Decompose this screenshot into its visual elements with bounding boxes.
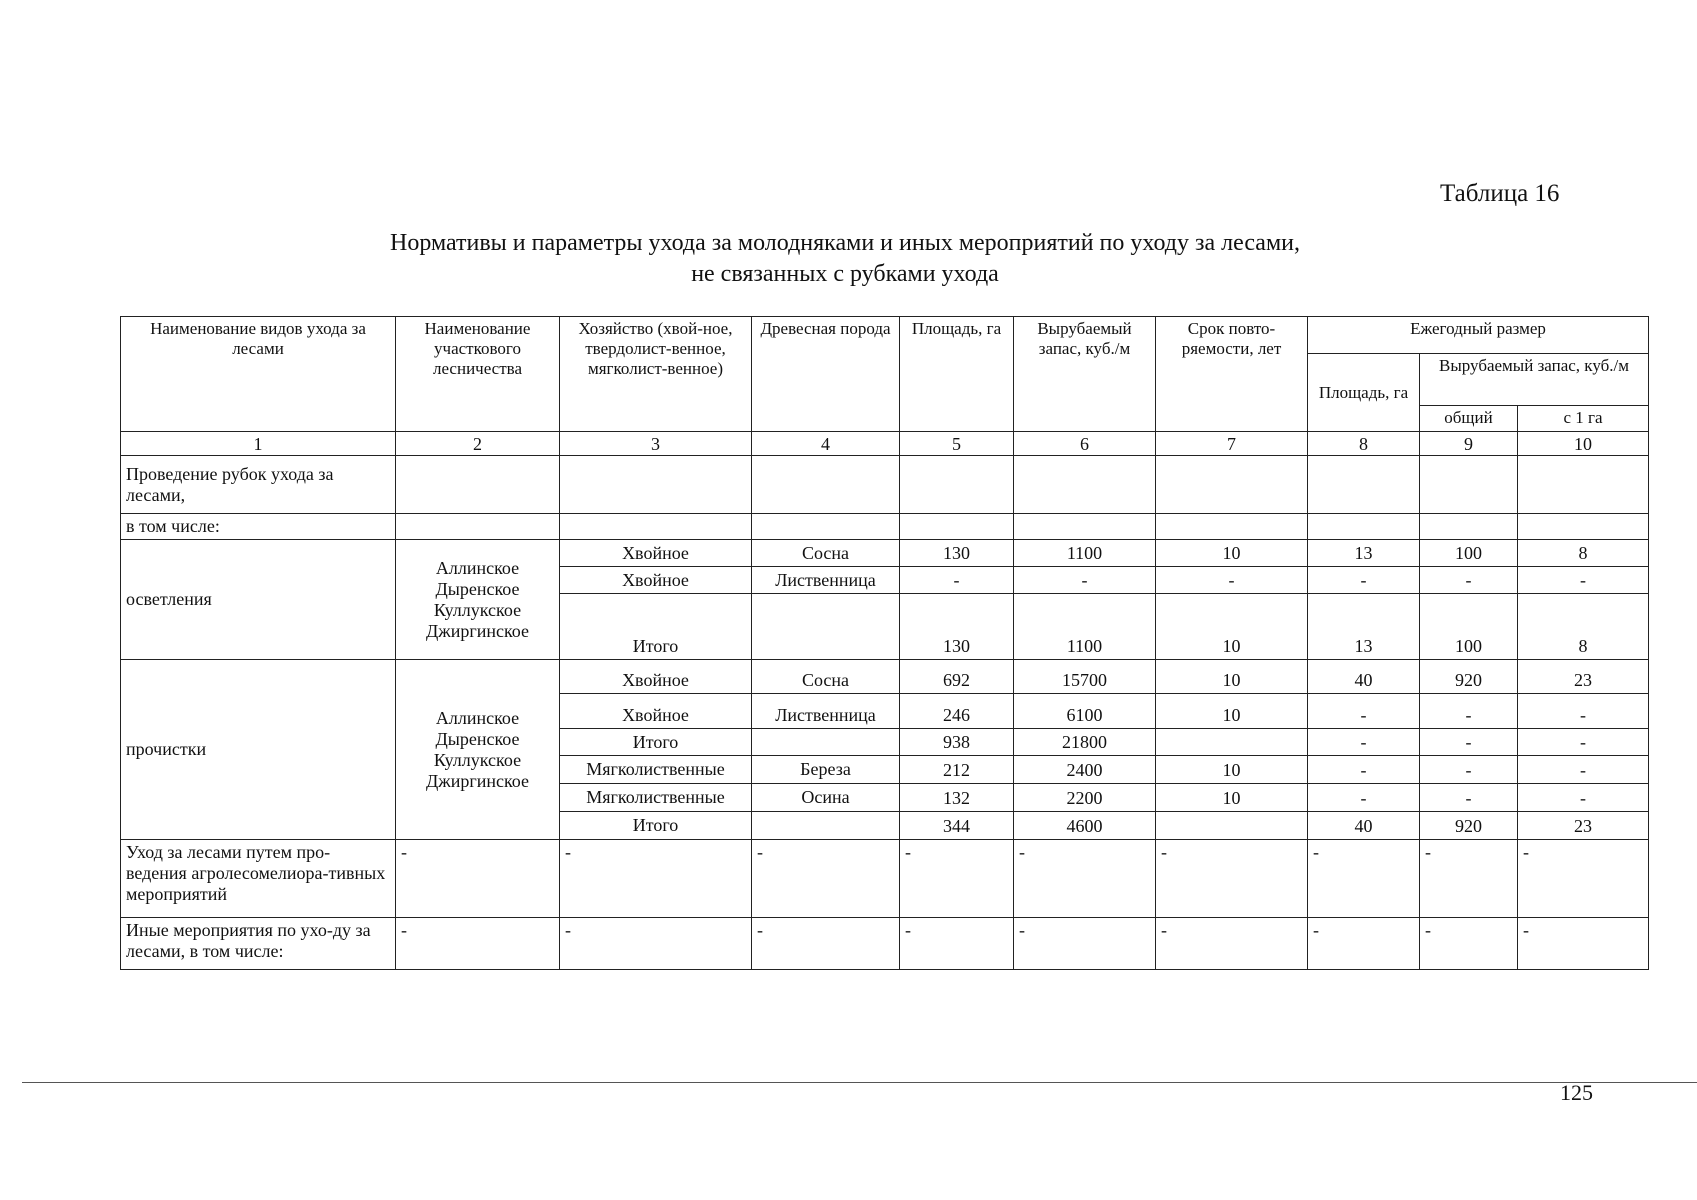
cell: 246 — [900, 694, 1014, 729]
cell: - — [1308, 840, 1420, 918]
table-label: Таблица 16 — [1440, 180, 1560, 207]
cell: 100 — [1420, 594, 1518, 660]
cell: 10 — [1156, 694, 1308, 729]
cell: 21800 — [1014, 729, 1156, 756]
header-annual-size: Ежегодный размер — [1308, 317, 1649, 354]
cell: 2400 — [1014, 756, 1156, 784]
header-forestry: Наименование участкового лесничества — [396, 317, 560, 432]
cell: Хвойное — [560, 660, 752, 694]
header-area: Площадь, га — [900, 317, 1014, 432]
cell: 10 — [1156, 540, 1308, 567]
cell: Береза — [752, 756, 900, 784]
forestry-list: Аллинское Дыренское Куллукское Джиргинское — [396, 660, 560, 840]
cell: - — [752, 918, 900, 970]
cell: - — [1156, 567, 1308, 594]
cell: 130 — [900, 594, 1014, 660]
cell: - — [1014, 840, 1156, 918]
cell: 130 — [900, 540, 1014, 567]
cell: - — [1308, 756, 1420, 784]
cell: - — [396, 840, 560, 918]
cell: Лиственница — [752, 694, 900, 729]
col-number: 2 — [396, 432, 560, 456]
cell: 10 — [1156, 756, 1308, 784]
cell: 692 — [900, 660, 1014, 694]
table-row — [121, 456, 1649, 514]
cell: Осина — [752, 784, 900, 812]
cell: - — [1308, 784, 1420, 812]
page-number: 125 — [1560, 1080, 1593, 1105]
col-number: 4 — [752, 432, 900, 456]
cell: - — [1420, 784, 1518, 812]
col-number: 8 — [1308, 432, 1420, 456]
cell: 10 — [1156, 660, 1308, 694]
care-type-name: Уход за лесами путем про-ведения агролесомелиора-тивных мероприятий — [121, 840, 396, 918]
cell: 15700 — [1014, 660, 1156, 694]
section-title: Проведение рубок ухода за лесами, — [121, 456, 396, 514]
care-type-name: осветления — [121, 540, 396, 660]
cell: 2200 — [1014, 784, 1156, 812]
cell: Мягколиственные — [560, 756, 752, 784]
cell: - — [1308, 567, 1420, 594]
cell: 40 — [1308, 660, 1420, 694]
cell: 1100 — [1014, 594, 1156, 660]
col-number: 6 — [1014, 432, 1156, 456]
header-annual-area: Площадь, га — [1308, 354, 1420, 432]
table-row — [121, 540, 1649, 567]
footer-divider — [22, 1082, 1697, 1083]
cell: 938 — [900, 729, 1014, 756]
col-number: 1 — [121, 432, 396, 456]
care-type-name: прочистки — [121, 660, 396, 840]
cell: - — [1014, 918, 1156, 970]
cell: - — [1420, 567, 1518, 594]
table-row — [121, 840, 1649, 918]
header-stock-total: общий — [1420, 406, 1518, 432]
cell — [1156, 729, 1308, 756]
cell: - — [1518, 694, 1649, 729]
cell: - — [1518, 756, 1649, 784]
cell: - — [1420, 694, 1518, 729]
header-economy: Хозяйство (хвой-ное, твердолист-венное, мягколист-венное) — [560, 317, 752, 432]
cell: - — [752, 840, 900, 918]
cell: - — [900, 918, 1014, 970]
header-tree-species: Древесная порода — [752, 317, 900, 432]
cell: - — [1518, 784, 1649, 812]
cell: - — [1420, 918, 1518, 970]
cell: 344 — [900, 812, 1014, 840]
cell — [752, 594, 900, 660]
cell: - — [1014, 567, 1156, 594]
cell: 8 — [1518, 540, 1649, 567]
cell: 40 — [1308, 812, 1420, 840]
col-number: 3 — [560, 432, 752, 456]
header-care-type: Наименование видов ухода за лесами — [121, 317, 396, 432]
cell: 1100 — [1014, 540, 1156, 567]
table-title — [250, 228, 1440, 290]
cell: Хвойное — [560, 567, 752, 594]
cell: Сосна — [752, 540, 900, 567]
cell: 23 — [1518, 660, 1649, 694]
header-stock-per-ha: с 1 га — [1518, 406, 1649, 432]
cell: 132 — [900, 784, 1014, 812]
cell: Хвойное — [560, 540, 752, 567]
cell: Итого — [560, 594, 752, 660]
cell: - — [1156, 840, 1308, 918]
cell: Сосна — [752, 660, 900, 694]
cell: Итого — [560, 729, 752, 756]
title-line-2: не связанных с рубками ухода — [691, 261, 999, 287]
header-annual-stock: Вырубаемый запас, куб./м — [1420, 354, 1649, 406]
col-number: 10 — [1518, 432, 1649, 456]
table-row — [121, 660, 1649, 694]
cell: - — [1420, 729, 1518, 756]
cell: 920 — [1420, 660, 1518, 694]
cell: - — [560, 840, 752, 918]
table-row — [121, 514, 1649, 540]
cell — [752, 729, 900, 756]
cell: 6100 — [1014, 694, 1156, 729]
cell: Итого — [560, 812, 752, 840]
col-number: 7 — [1156, 432, 1308, 456]
cell: 10 — [1156, 594, 1308, 660]
cell: 13 — [1308, 594, 1420, 660]
forestry-list: Аллинское Дыренское Куллукское Джиргинское — [396, 540, 560, 660]
col-number: 5 — [900, 432, 1014, 456]
cell: - — [1420, 756, 1518, 784]
cell: - — [1156, 918, 1308, 970]
section-including: в том числе: — [121, 514, 396, 540]
cell: Хвойное — [560, 694, 752, 729]
cell: - — [1420, 840, 1518, 918]
cell: - — [900, 567, 1014, 594]
cell: 4600 — [1014, 812, 1156, 840]
forest-care-table — [120, 316, 1649, 970]
cell: 10 — [1156, 784, 1308, 812]
cell: - — [1518, 729, 1649, 756]
cell: - — [1308, 918, 1420, 970]
header-stock: Вырубаемый запас, куб./м — [1014, 317, 1156, 432]
cell: - — [1518, 567, 1649, 594]
cell: - — [1308, 694, 1420, 729]
cell: - — [900, 840, 1014, 918]
care-type-name: Иные мероприятия по ухо-ду за лесами, в том числе: — [121, 918, 396, 970]
cell: 212 — [900, 756, 1014, 784]
cell: 920 — [1420, 812, 1518, 840]
cell: - — [1518, 840, 1649, 918]
cell: 8 — [1518, 594, 1649, 660]
cell: - — [560, 918, 752, 970]
cell — [752, 812, 900, 840]
cell: - — [1518, 918, 1649, 970]
cell: 23 — [1518, 812, 1649, 840]
col-number: 9 — [1420, 432, 1518, 456]
cell: - — [396, 918, 560, 970]
cell: 13 — [1308, 540, 1420, 567]
cell — [1156, 812, 1308, 840]
cell: Мягколиственные — [560, 784, 752, 812]
cell: Лиственница — [752, 567, 900, 594]
header-repeat-period: Срок повто-ряемости, лет — [1156, 317, 1308, 432]
cell: - — [1308, 729, 1420, 756]
table-row — [121, 918, 1649, 970]
title-line-1: Нормативы и параметры ухода за молодняками и иных мероприятий по уходу за лесами, — [389, 230, 1300, 256]
cell: 100 — [1420, 540, 1518, 567]
